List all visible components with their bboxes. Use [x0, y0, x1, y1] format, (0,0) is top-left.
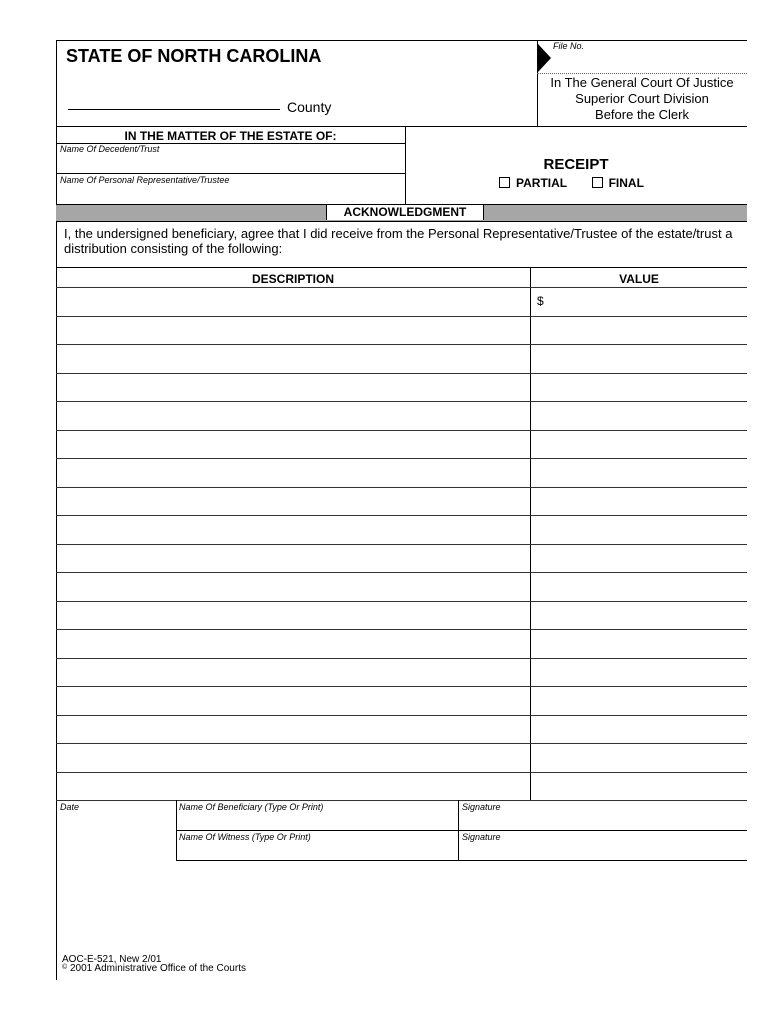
table-top-line	[56, 267, 747, 268]
representative-top-line	[56, 173, 405, 174]
acknowledgment-text: I, the undersigned beneficiary, agree that I did receive from the Personal Representative/Trustee of the estate/trust a distribution consisting of the following:	[64, 226, 733, 256]
description-header: DESCRIPTION	[251, 272, 334, 286]
table-row	[56, 772, 747, 773]
file-no-field[interactable]	[537, 73, 747, 74]
partial-checkbox[interactable]	[499, 177, 510, 188]
beneficiary-label: Name Of Beneficiary (Type Or Print)	[179, 802, 324, 812]
date-field[interactable]	[57, 812, 175, 858]
court-info	[537, 75, 747, 123]
value-header: VALUE	[619, 272, 659, 286]
table-row	[56, 515, 747, 516]
copyright	[62, 963, 246, 974]
county-label: County	[287, 99, 332, 115]
table-row	[56, 430, 747, 431]
table-row	[56, 316, 747, 317]
witness-label: Name Of Witness (Type Or Print)	[179, 832, 311, 842]
receipt-options	[499, 176, 644, 190]
date-label: Date	[60, 802, 80, 812]
copyright-text: 2001 Administrative Office of the Courts	[69, 963, 246, 974]
state-title: STATE OF NORTH CAROLINA	[66, 46, 322, 66]
decedent-label: Name Of Decedent/Trust	[60, 144, 160, 154]
county-line[interactable]	[68, 109, 280, 110]
table-row	[56, 743, 747, 744]
final-checkbox[interactable]	[592, 177, 603, 188]
table-row	[56, 401, 747, 402]
beneficiary-field[interactable]	[177, 812, 457, 829]
form-id: AOC-E-521, New 2/01	[62, 954, 162, 965]
table-row	[56, 658, 747, 659]
estate-heading: IN THE MATTER OF THE ESTATE OF:	[124, 129, 337, 143]
court-line-2: Superior Court Division	[575, 91, 709, 106]
table-row	[56, 373, 747, 374]
table-row	[56, 344, 747, 345]
court-line-3: Before the Clerk	[595, 107, 689, 122]
signature-bottom-line	[176, 860, 747, 861]
acknowledgment-heading: ACKNOWLEDGMENT	[326, 205, 484, 220]
witness-signature-field[interactable]	[459, 842, 747, 859]
table-row	[56, 686, 747, 687]
table-row	[56, 287, 747, 288]
partial-label: PARTIAL	[516, 176, 567, 190]
estate-top-line	[56, 126, 747, 127]
court-line-1: In The General Court Of Justice	[550, 75, 734, 90]
decedent-field[interactable]	[56, 156, 405, 172]
file-no-label: File No.	[553, 41, 585, 51]
currency-symbol: $	[537, 294, 544, 308]
signature-label-2: Signature	[462, 832, 501, 842]
copyright-symbol: ©	[62, 964, 68, 971]
table-row	[56, 544, 747, 545]
table-row	[56, 572, 747, 573]
beneficiary-signature-field[interactable]	[459, 812, 747, 829]
table-row	[56, 487, 747, 488]
witness-top-line	[176, 830, 747, 831]
representative-label: Name Of Personal Representative/Trustee	[60, 175, 230, 185]
final-label: FINAL	[608, 176, 644, 190]
table-bottom-line	[56, 800, 747, 801]
table-row	[56, 629, 747, 630]
signature-label-1: Signature	[462, 802, 501, 812]
witness-field[interactable]	[177, 842, 457, 859]
receipt-title: RECEIPT	[543, 156, 609, 173]
table-column-divider	[530, 267, 531, 800]
file-no-arrow-icon	[538, 44, 552, 72]
table-row	[56, 601, 747, 602]
table-row	[56, 715, 747, 716]
table-row	[56, 458, 747, 459]
top-border	[56, 40, 747, 41]
representative-field[interactable]	[56, 187, 405, 203]
